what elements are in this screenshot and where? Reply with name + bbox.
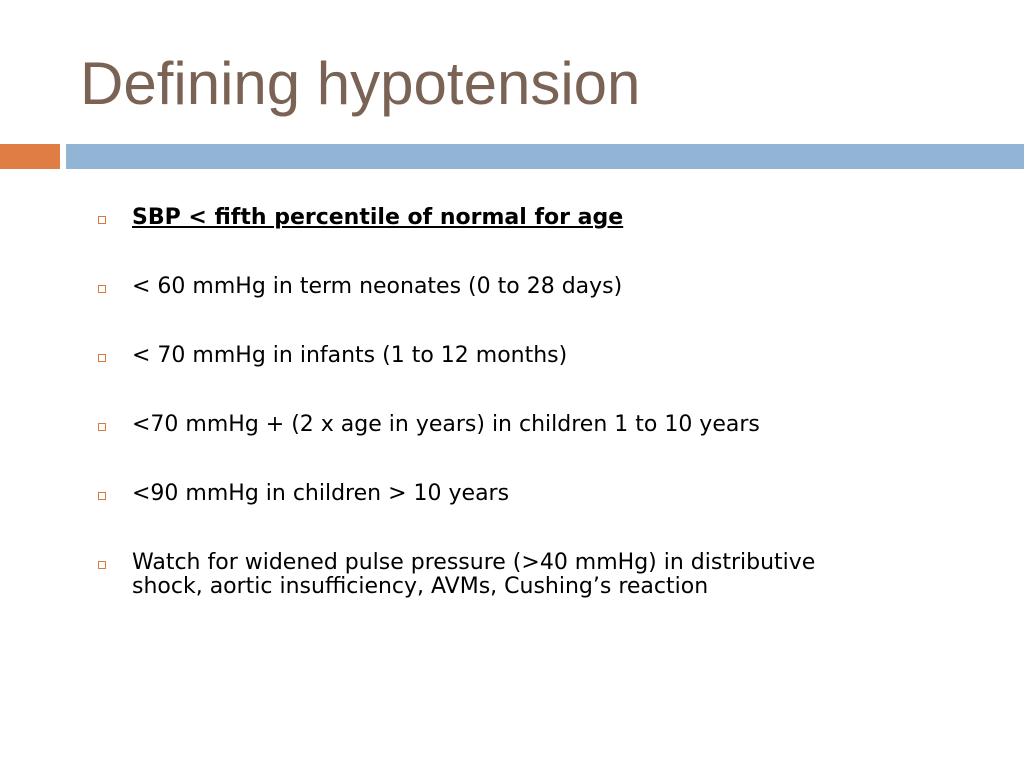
square-bullet-icon (98, 285, 106, 293)
bullet-text: SBP < fifth percentile of normal for age (132, 205, 624, 230)
square-bullet-icon (98, 423, 106, 431)
bullet-item-neonates (96, 275, 876, 299)
bullet-item-definition (96, 206, 876, 230)
bullet-text: <70 mmHg + (2 x age in years) in children 1 to 10 years (132, 412, 760, 437)
square-bullet-icon (98, 216, 106, 224)
square-bullet-icon (98, 561, 106, 569)
bullet-list (96, 206, 876, 644)
square-bullet-icon (98, 492, 106, 500)
title-accent-bar (0, 144, 60, 169)
bullet-item-pulse-pressure (96, 551, 876, 599)
bullet-text: < 70 mmHg in infants (1 to 12 months) (132, 343, 568, 368)
slide-title: Defining hypotension (80, 50, 641, 117)
bullet-text: < 60 mmHg in term neonates (0 to 28 days) (132, 274, 623, 299)
square-bullet-icon (98, 354, 106, 362)
bullet-text: Watch for widened pulse pressure (>40 mmHg) in distributive shock, aortic insufficiency, AVMs, Cushing’s reaction (132, 550, 816, 599)
bullet-item-infants (96, 344, 876, 368)
bullet-item-children-over-10 (96, 482, 876, 506)
bullet-item-children-1-10 (96, 413, 876, 437)
bullet-text: <90 mmHg in children > 10 years (132, 481, 510, 506)
title-underline-bar (66, 144, 1024, 169)
